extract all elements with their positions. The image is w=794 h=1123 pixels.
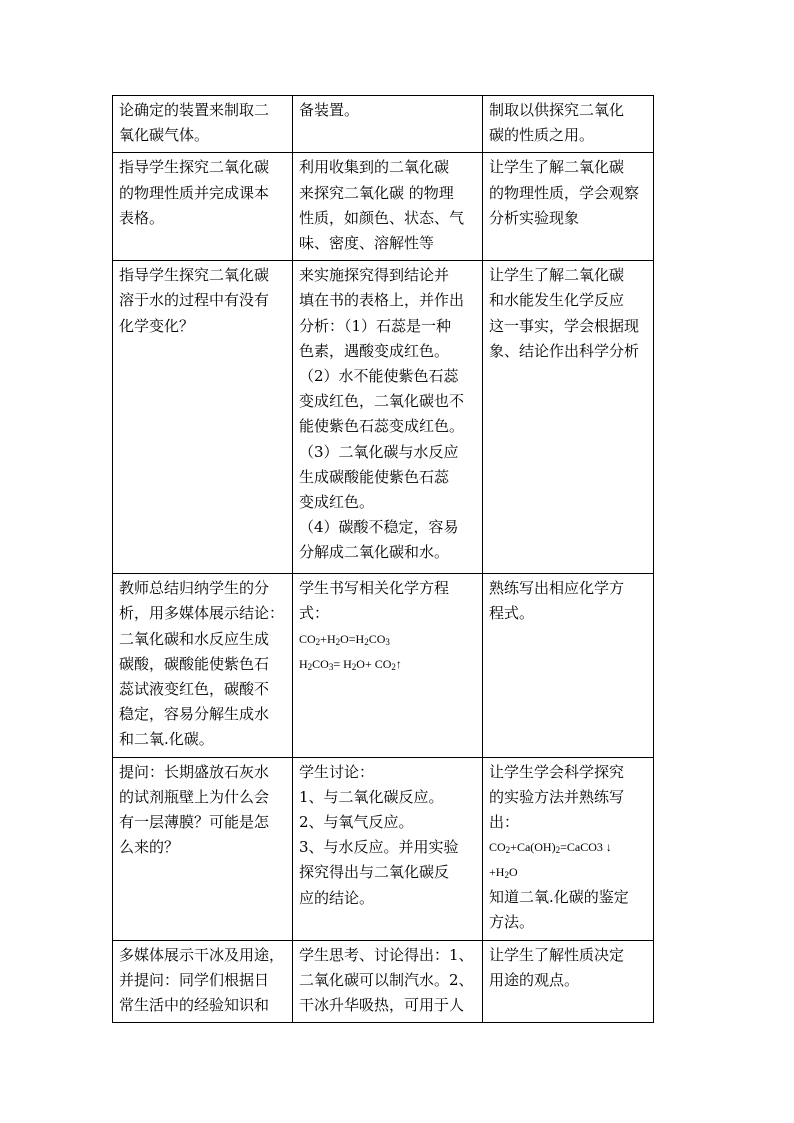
text-line: 学生思考、讨论得出：1、: [299, 945, 474, 964]
text-line: 教师总结归纳学生的分: [119, 579, 270, 598]
text-line: 提问：长期盛放石灰水: [119, 762, 270, 781]
table-row: [113, 574, 654, 757]
teacher-activity-cell: [113, 940, 293, 1023]
teacher-activity-cell: [113, 574, 293, 757]
text-line: 变成红色。: [299, 493, 375, 512]
chemical-equation: $CO_2+H_2O=H_2CO_3$: [299, 631, 390, 647]
design-intent-cell: [483, 757, 654, 940]
design-intent-cell: [483, 261, 654, 574]
text-line: 并提问：同学们根据日: [119, 970, 270, 989]
design-intent-cell: [483, 96, 654, 153]
text-line: 利用收集到的二氧化碳: [299, 158, 450, 177]
text-line: 稳定，容易分解生成水: [119, 705, 270, 724]
teacher-activity-cell: [113, 757, 293, 940]
student-activity-cell: [293, 261, 483, 574]
text-line: 1、与二氧化碳反应。: [299, 787, 444, 806]
table-row: [113, 757, 654, 940]
text-line: 方法。: [489, 913, 535, 932]
text-line: 性质，如颜色、状态、气: [299, 208, 465, 227]
table-row: [113, 940, 654, 1023]
lesson-plan-table: [112, 95, 654, 1023]
text-line: 么来的？: [119, 838, 180, 857]
text-line: 的实验方法并熟练写: [489, 787, 625, 806]
text-line: 填在书的表格上，并作出: [299, 291, 465, 310]
text-line: 变成红色，二氧化碳也不: [299, 392, 465, 411]
text-line: 和水能发生化学反应: [489, 291, 625, 310]
text-line: 程式。: [489, 604, 535, 623]
text-line: 分解成二氧化碳和水。: [299, 543, 450, 562]
text-line: 让学生学会科学探究: [489, 762, 625, 781]
text-line: 的试剂瓶壁上为什么会: [119, 787, 270, 806]
text-line: 蕊试液变红色，碳酸不: [119, 680, 270, 699]
text-line: 化学变化？: [119, 316, 195, 335]
design-intent-cell: [483, 940, 654, 1023]
text-line: 指导学生探究二氧化碳: [119, 158, 270, 177]
text-line: 来实施探究得到结论并: [299, 266, 450, 285]
text-line: （2）水不能使紫色石蕊: [299, 367, 459, 386]
text-line: 碳的性质之用。: [489, 126, 595, 145]
text-line: 分析：（1）石蕊是一种: [299, 316, 452, 335]
text-line: 备装置。: [299, 101, 360, 119]
text-line: 来探究二氧化碳 的物理: [299, 183, 454, 202]
text-line: 3、与水反应。并用实验: [299, 838, 459, 857]
text-line: 出：: [489, 813, 520, 832]
chemical-equation: $CO_2+Ca(OH)_2=CaCO3$ ↓: [489, 840, 612, 856]
text-line: （3）二氧化碳与水反应: [299, 442, 459, 461]
text-line: （4）碳酸不稳定，容易: [299, 518, 459, 537]
text-line: 多媒体展示干冰及用途，: [119, 945, 285, 964]
text-line: 让学生了解二氧化碳: [489, 158, 625, 177]
text-line: 象、结论作出科学分析: [489, 341, 640, 360]
text-line: 学生讨论：: [299, 762, 375, 781]
text-line: 分析实验现象: [489, 208, 580, 227]
text-line: 探究得出与二氧化碳反: [299, 863, 450, 882]
text-line: 色素，遇酸变成红色。: [299, 341, 450, 360]
text-line: 知道二氧.化碳的鉴定: [489, 888, 629, 907]
text-line: 有一层薄膜？可能是怎: [119, 813, 270, 832]
chemical-equation: $+H_2O$: [489, 865, 518, 881]
text-line: 常生活中的经验知识和: [119, 996, 270, 1015]
text-line: 指导学生探究二氧化碳: [119, 266, 270, 285]
text-line: 制取以供探究二氧化: [489, 101, 625, 119]
text-line: 学生书写相关化学方程: [299, 579, 450, 598]
text-line: 的物理性质，学会观察: [489, 183, 640, 202]
text-line: 的物理性质并完成课本: [119, 183, 270, 202]
design-intent-cell: [483, 153, 654, 261]
text-line: 能使紫色石蕊变成红色。: [299, 417, 465, 436]
text-line: 生成碳酸能使紫色石蕊: [299, 467, 450, 486]
student-activity-cell: [293, 757, 483, 940]
text-line: 和二氧.化碳。: [119, 730, 214, 749]
text-line: 二氧化碳可以制汽水。2、: [299, 970, 474, 989]
text-line: 让学生了解二氧化碳: [489, 266, 625, 285]
teacher-activity-cell: [113, 261, 293, 574]
text-line: 让学生了解性质决定: [489, 945, 625, 964]
text-line: 应的结论。: [299, 888, 375, 907]
text-line: 熟练写出相应化学方: [489, 579, 625, 598]
text-line: 氧化碳气体。: [119, 126, 210, 145]
text-line: 2、与氧气反应。: [299, 813, 414, 832]
text-line: 干冰升华吸热，可用于人: [299, 996, 465, 1015]
text-line: 这一事实，学会根据现: [489, 316, 640, 335]
table-row: [113, 153, 654, 261]
teacher-activity-cell: [113, 153, 293, 261]
table-row: [113, 261, 654, 574]
student-activity-cell: [293, 153, 483, 261]
text-line: 式：: [299, 604, 330, 623]
text-line: 用途的观点。: [489, 970, 580, 989]
text-line: 溶于水的过程中有没有: [119, 291, 270, 310]
text-line: 味、密度、溶解性等: [299, 234, 435, 253]
text-line: 碳酸，碳酸能使紫色石: [119, 654, 270, 673]
text-line: 表格。: [119, 208, 165, 227]
design-intent-cell: [483, 574, 654, 757]
teacher-activity-cell: [113, 96, 293, 153]
table-row: [113, 96, 654, 153]
text-line: 论确定的装置来制取二: [119, 101, 270, 119]
student-activity-cell: [293, 574, 483, 757]
student-activity-cell: [293, 96, 483, 153]
text-line: 析，用多媒体展示结论：: [119, 604, 285, 623]
text-line: 二氧化碳和水反应生成: [119, 629, 270, 648]
student-activity-cell: [293, 940, 483, 1023]
chemical-equation: $H_2CO_3= H_2O+$ $CO_2↑$: [299, 656, 402, 672]
